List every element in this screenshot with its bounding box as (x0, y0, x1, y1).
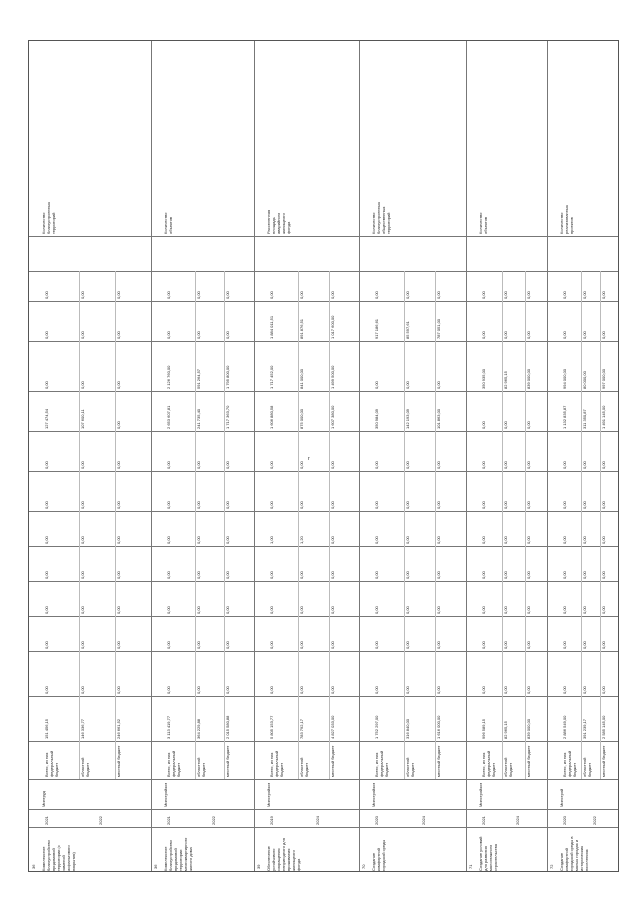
indicator-cell: Расселенная площадь аварийного жилищного фонда (266, 209, 291, 234)
values-k-cell: 0,00 (225, 291, 231, 299)
values-i-cell: 1 499 500,00 (329, 365, 335, 389)
values-d-cell: 0,00 (562, 571, 567, 579)
values-b-cell: 0,00 (269, 641, 274, 649)
totals-cell: 364 229,88 (195, 718, 201, 739)
values-a-cell: 0,00 (44, 686, 49, 694)
values-h-cell: 241 735,40 (195, 408, 201, 429)
values-h-cell: 127 474,54 (44, 408, 49, 429)
values-h-cell: 1 132 835,87 (562, 405, 567, 429)
values-g-cell: 0,00 (581, 461, 587, 469)
values-a-cell: 0,00 (329, 686, 335, 694)
values-j-cell: 0,00 (562, 331, 567, 339)
values-f-cell: 0,00 (329, 501, 335, 509)
values-f-cell: 0,00 (116, 501, 121, 509)
values-g-cell: 0,00 (481, 461, 486, 469)
values-h-cell: 1 717 363,70 (225, 405, 231, 429)
values-g-cell: 0,00 (166, 461, 171, 469)
sources-cell: Всего, из них федеральный бюджет (269, 750, 284, 777)
values-e-cell: 0,00 (601, 536, 607, 544)
values-f-cell: 0,00 (503, 501, 509, 509)
values-b-cell: 0,00 (195, 641, 201, 649)
values-f-cell: 0,00 (581, 501, 587, 509)
values-i-cell: 0,00 (116, 381, 121, 389)
values-d-cell: 0,00 (374, 571, 379, 579)
values-c-cell: 0,00 (116, 606, 121, 614)
values-k-cell: 0,00 (562, 291, 567, 299)
values-c-cell: 0,00 (195, 606, 201, 614)
values-h-cell: 1 607 380,00 (329, 405, 335, 429)
record-divider (466, 41, 467, 871)
values-i-cell: 0,00 (405, 381, 410, 389)
years-cell: 2021 (481, 816, 486, 825)
totals-cell: 1 616 000,00 (436, 715, 441, 739)
field-divider (29, 779, 618, 780)
values-a-cell: 0,00 (525, 686, 531, 694)
values-f-cell: 0,00 (405, 501, 410, 509)
values-d-cell: 0,00 (503, 571, 509, 579)
totals-cell: 2 886 549,00 (562, 715, 567, 739)
totals-cell: 146 336,77 (80, 718, 85, 739)
values-c-cell: 0,00 (481, 606, 486, 614)
budget-table (28, 40, 619, 872)
values-k-cell: 0,00 (44, 291, 49, 299)
values-b-cell: 0,00 (503, 641, 509, 649)
values-k-cell: 0,00 (481, 291, 486, 299)
values-a-cell: 0,00 (374, 686, 379, 694)
field-divider (29, 616, 618, 617)
values-f-cell: 0,00 (80, 501, 85, 509)
years-cell: 2022 (210, 816, 216, 825)
totals-cell: 839 000,00 (525, 718, 531, 739)
values-e-cell: 0,00 (436, 536, 441, 544)
values-e-cell: 0,00 (374, 536, 379, 544)
values-k-cell: 0,00 (195, 291, 201, 299)
values-i-cell: 591 264,57 (195, 368, 201, 389)
values-j-cell: 0,00 (44, 331, 49, 339)
values-b-cell: 0,00 (601, 641, 607, 649)
values-a-cell: 0,00 (581, 686, 587, 694)
values-k-cell: 0,00 (503, 291, 509, 299)
values-a-cell: 0,00 (436, 686, 441, 694)
values-f-cell: 0,00 (525, 501, 531, 509)
values-g-cell: 0,00 (116, 461, 121, 469)
field-divider (29, 271, 618, 272)
field-divider (29, 546, 618, 547)
values-f-cell: 0,00 (225, 501, 231, 509)
values-d-cell: 0,00 (581, 571, 587, 579)
sources-cell: областной бюджет (195, 757, 206, 777)
values-d-cell: 0,00 (116, 571, 121, 579)
field-divider (29, 301, 618, 302)
values-b-cell: 0,00 (405, 641, 410, 649)
values-f-cell: 0,00 (299, 501, 305, 509)
values-f-cell: 0,00 (166, 501, 171, 509)
indicator-cell: Количество благоустроенных территорий (41, 202, 56, 234)
values-d-cell: 0,00 (44, 571, 49, 579)
values-a-cell: 0,00 (195, 686, 201, 694)
record-divider (254, 41, 255, 871)
values-e-cell: 0,00 (329, 536, 335, 544)
values-f-cell: 0,00 (374, 501, 379, 509)
values-c-cell: 0,00 (374, 606, 379, 614)
values-d-cell: 0,00 (481, 571, 486, 579)
values-h-cell: 0,00 (503, 421, 509, 429)
values-k-cell: 0,00 (116, 291, 121, 299)
values-j-cell: 85 597,61 (405, 321, 410, 339)
values-g-cell: 0,00 (503, 461, 509, 469)
values-h-cell: 2 653 607,81 (166, 405, 171, 429)
values-j-cell: 1 884 011,51 (269, 315, 274, 339)
values-e-cell: 0,00 (166, 536, 171, 544)
record-divider (151, 41, 152, 871)
values-e-cell: 0,00 (562, 536, 567, 544)
values-b-cell: 0,00 (562, 641, 567, 649)
values-k-cell: 0,00 (329, 291, 335, 299)
totals-cell: 1 752 297,00 (374, 715, 379, 739)
values-a-cell: 0,00 (481, 686, 486, 694)
values-h-cell: 875 000,00 (299, 408, 305, 429)
sources-cell: областной бюджет (405, 757, 415, 777)
field-divider (29, 581, 618, 582)
years-cell: 2024 (420, 816, 426, 825)
values-d-cell: 0,00 (269, 571, 274, 579)
indicator-cell: Количество объектов (163, 212, 173, 234)
totals-cell: 4 827 033,00 (329, 715, 335, 739)
record-number: 70 (361, 864, 366, 869)
values-a-cell: 0,00 (166, 686, 171, 694)
values-k-cell: 0,00 (405, 291, 410, 299)
sources-cell: областной бюджет (80, 757, 90, 777)
values-h-cell: 1 491 145,00 (601, 405, 607, 429)
sources-cell: областной бюджет (299, 757, 310, 777)
record-number: 39 (256, 864, 261, 869)
values-d-cell: 0,00 (299, 571, 305, 579)
values-k-cell: 0,00 (80, 291, 85, 299)
values-i-cell: 1 795 800,00 (225, 365, 231, 389)
sources-cell: местный бюджет (601, 745, 607, 777)
totals-cell: 151 456,15 (44, 718, 49, 739)
values-e-cell: 0,00 (195, 536, 201, 544)
values-j-cell: 0,00 (581, 331, 587, 339)
values-d-cell: 0,00 (166, 571, 171, 579)
values-j-cell: 891 876,51 (299, 318, 305, 339)
values-g-cell: 0,00 (525, 461, 531, 469)
totals-cell: 2 585 145,00 (601, 715, 607, 739)
values-g-cell: 0,00 (269, 461, 274, 469)
sources-cell: Всего, из них федеральный бюджет (481, 750, 496, 777)
values-a-cell: 0,00 (269, 686, 274, 694)
values-f-cell: 0,00 (601, 501, 607, 509)
record-divider (359, 41, 360, 871)
sources-cell: Всего, из них федеральный бюджет (44, 750, 59, 777)
values-b-cell: 0,00 (329, 641, 335, 649)
field-divider (29, 431, 618, 432)
values-b-cell: 0,00 (166, 641, 171, 649)
values-d-cell: 0,00 (525, 571, 531, 579)
record-number: 71 (468, 864, 473, 869)
totals-cell: 2 015 580,88 (225, 715, 231, 739)
indicator-cell: Количество благоустроенных общественных территорий (371, 202, 391, 234)
sources-cell: местный бюджет (525, 745, 531, 777)
description-cell: Создание условий для развития малоэтажного строительства (478, 836, 498, 871)
values-k-cell: 0,00 (601, 291, 607, 299)
values-e-cell: 0,00 (503, 536, 509, 544)
sources-cell: Всего, из них федеральный бюджет (166, 750, 181, 777)
values-e-cell: 0,00 (116, 536, 121, 544)
values-g-cell: 0,00 (374, 461, 379, 469)
values-d-cell: 0,00 (225, 571, 231, 579)
values-g-cell: 0,00 (329, 461, 335, 469)
values-i-cell: 841 000,00 (299, 368, 305, 389)
totals-cell: 316 840,00 (405, 718, 410, 739)
years-cell: 2021 (44, 816, 49, 825)
sources-cell: местный бюджет (436, 745, 441, 777)
totals-cell: 996 589,15 (481, 718, 486, 739)
values-b-cell: 0,00 (299, 641, 305, 649)
values-b-cell: 0,00 (116, 641, 121, 649)
values-d-cell: 0,00 (80, 571, 85, 579)
totals-cell: 246 661,52 (116, 718, 121, 739)
values-a-cell: 0,00 (116, 686, 121, 694)
values-a-cell: 0,00 (225, 686, 231, 694)
values-h-cell: 0,00 (481, 421, 486, 429)
sources-cell: местный бюджет (116, 745, 121, 777)
values-i-cell: 1 717 452,00 (269, 365, 274, 389)
description-cell: Обеспечение устойчивого сокращения непригодного для проживания жилищного фонда (266, 838, 301, 871)
values-f-cell: 0,00 (195, 501, 201, 509)
values-b-cell: 0,00 (225, 641, 231, 649)
values-j-cell: 0,00 (116, 331, 121, 339)
description-cell: Комплексное благоустройство придомовой территории многоквартирного жилого дома (163, 837, 193, 871)
description-cell: Комплексное благоустройство придомовой территории (с заменой асфальтового покрытия) (41, 840, 76, 871)
values-i-cell: 0,00 (436, 381, 441, 389)
values-j-cell: 0,00 (601, 331, 607, 339)
values-j-cell: 1 017 600,00 (329, 315, 335, 339)
values-a-cell: 0,00 (299, 686, 305, 694)
field-divider (29, 341, 618, 342)
values-b-cell: 0,00 (80, 641, 85, 649)
values-c-cell: 0,00 (329, 606, 335, 614)
responsible-cell: Минстройхоз (163, 782, 168, 807)
values-e-cell: 0,00 (80, 536, 85, 544)
values-b-cell: 0,00 (581, 641, 587, 649)
values-k-cell: 0,00 (299, 291, 305, 299)
values-c-cell: 0,00 (503, 606, 509, 614)
years-cell: 2021 (166, 816, 171, 825)
values-j-cell: 0,00 (481, 331, 486, 339)
field-divider (29, 651, 618, 652)
years-cell: 2020 (374, 816, 379, 825)
values-i-cell: 994 000,00 (562, 368, 567, 389)
values-d-cell: 0,00 (195, 571, 201, 579)
values-j-cell: 787 051,00 (436, 318, 441, 339)
values-e-cell: 0,00 (44, 536, 49, 544)
values-g-cell: 0,00 (562, 461, 567, 469)
page-mark: г (308, 456, 310, 462)
values-h-cell: 142 193,09 (405, 408, 410, 429)
values-g-cell: 0,00 (601, 461, 607, 469)
values-d-cell: 0,00 (601, 571, 607, 579)
totals-cell: 783 792,17 (299, 718, 305, 739)
indicator-cell: Количество реализованных проектов (559, 205, 574, 234)
values-i-cell: 350 935,00 (481, 368, 486, 389)
values-i-cell: 0,00 (44, 381, 49, 389)
field-divider (29, 391, 618, 392)
values-k-cell: 0,00 (436, 291, 441, 299)
values-e-cell: 0,00 (525, 536, 531, 544)
indicator-cell: Количество объектов (478, 212, 488, 234)
years-cell: 2020 (562, 816, 567, 825)
values-c-cell: 0,00 (581, 606, 587, 614)
sources-cell: местный бюджет (225, 745, 231, 777)
values-d-cell: 0,00 (405, 571, 410, 579)
field-divider (29, 236, 618, 237)
sources-cell: местный бюджет (329, 745, 335, 777)
values-g-cell: 0,00 (436, 461, 441, 469)
values-d-cell: 0,00 (329, 571, 335, 579)
years-cell: 2024 (514, 816, 520, 825)
field-divider (29, 471, 618, 472)
totals-cell: 3 113 419,77 (166, 715, 171, 739)
values-e-cell: 1,00 (269, 536, 274, 544)
values-j-cell: 0,00 (166, 331, 171, 339)
values-i-cell: 82 965,15 (503, 371, 509, 389)
values-a-cell: 0,00 (405, 686, 410, 694)
years-cell: 2024 (314, 816, 320, 825)
values-i-cell: 0,00 (80, 381, 85, 389)
values-c-cell: 0,00 (225, 606, 231, 614)
values-i-cell: 997 000,00 (601, 368, 607, 389)
values-g-cell: 0,00 (405, 461, 410, 469)
values-g-cell: 0,00 (80, 461, 85, 469)
values-h-cell: 107 600,11 (80, 409, 85, 429)
values-a-cell: 0,00 (80, 686, 85, 694)
values-e-cell: 0,00 (405, 536, 410, 544)
sources-cell: Всего, из них федеральный бюджет (374, 750, 389, 777)
values-e-cell: 0,00 (481, 536, 486, 544)
values-k-cell: 0,00 (374, 291, 379, 299)
values-j-cell: 0,00 (225, 331, 231, 339)
description-cell: Создание комфортной городской среды (371, 839, 386, 871)
values-g-cell: 0,00 (195, 461, 201, 469)
values-c-cell: 0,00 (299, 606, 305, 614)
totals-cell: 5 805 153,77 (269, 715, 274, 739)
values-c-cell: 0,00 (525, 606, 531, 614)
responsible-cell: Минстройхоз (371, 782, 376, 807)
values-f-cell: 0,00 (481, 501, 486, 509)
values-g-cell: 0,00 (44, 461, 49, 469)
values-i-cell: 80 000,00 (581, 371, 587, 389)
sources-cell: областной бюджет (503, 757, 514, 777)
values-f-cell: 0,00 (269, 501, 274, 509)
values-j-cell: 0,00 (503, 331, 509, 339)
values-e-cell: 0,00 (225, 536, 231, 544)
values-c-cell: 0,00 (562, 606, 567, 614)
years-cell: 2019 (269, 816, 274, 825)
values-h-cell: 101 863,00 (436, 408, 441, 429)
values-f-cell: 0,00 (44, 501, 49, 509)
values-d-cell: 0,00 (436, 571, 441, 579)
sources-cell: областной бюджет (581, 757, 592, 777)
values-a-cell: 0,00 (601, 686, 607, 694)
values-k-cell: 0,00 (269, 291, 274, 299)
responsible-cell: Минстрой (559, 788, 564, 807)
values-i-cell: 2 126 760,00 (166, 365, 171, 389)
values-h-cell: 350 984,09 (374, 408, 379, 429)
values-c-cell: 0,00 (269, 606, 274, 614)
responsible-cell: Минстройхоз (266, 782, 271, 807)
values-k-cell: 0,00 (581, 291, 587, 299)
values-j-cell: 917 186,61 (374, 318, 379, 339)
values-g-cell: 0,00 (225, 461, 231, 469)
field-divider (29, 696, 618, 697)
values-f-cell: 0,00 (436, 501, 441, 509)
values-e-cell: 1,20 (299, 536, 305, 544)
values-j-cell: 0,00 (80, 331, 85, 339)
record-divider (547, 41, 548, 871)
values-c-cell: 0,00 (80, 606, 85, 614)
totals-cell: 82 965,15 (503, 721, 509, 739)
years-cell: 2022 (591, 816, 597, 825)
values-a-cell: 0,00 (562, 686, 567, 694)
record-number: 36 (153, 864, 158, 869)
field-divider (29, 809, 618, 810)
values-h-cell: 0,00 (116, 421, 121, 429)
values-i-cell: 0,00 (374, 381, 379, 389)
values-b-cell: 0,00 (525, 641, 531, 649)
years-cell: 2022 (98, 816, 103, 825)
values-k-cell: 0,00 (525, 291, 531, 299)
values-c-cell: 0,00 (405, 606, 410, 614)
values-h-cell: 1 606 880,58 (269, 405, 274, 429)
sources-cell: Всего, из них федеральный бюджет (562, 750, 577, 777)
values-j-cell: 0,00 (525, 331, 531, 339)
values-b-cell: 0,00 (436, 641, 441, 649)
values-c-cell: 0,00 (436, 606, 441, 614)
values-c-cell: 0,00 (601, 606, 607, 614)
values-h-cell: 311 350,87 (581, 409, 587, 429)
responsible-cell: Минстройхоз (478, 782, 483, 807)
values-b-cell: 0,00 (481, 641, 486, 649)
values-f-cell: 0,00 (562, 501, 567, 509)
values-c-cell: 0,00 (166, 606, 171, 614)
values-a-cell: 0,00 (503, 686, 509, 694)
values-e-cell: 0,00 (581, 536, 587, 544)
record-number: 72 (549, 864, 554, 869)
description-cell: Создание комфортной городской среды в малых городах и исторических поселениях (559, 836, 589, 871)
values-h-cell: 0,00 (525, 421, 531, 429)
values-j-cell: 0,00 (195, 331, 201, 339)
values-b-cell: 0,00 (374, 641, 379, 649)
totals-cell: 391 239,17 (581, 718, 587, 739)
values-c-cell: 0,00 (44, 606, 49, 614)
field-divider (29, 511, 618, 512)
values-g-cell: 0,00 (299, 461, 305, 469)
field-divider (29, 741, 618, 742)
values-b-cell: 0,00 (44, 641, 49, 649)
responsible-cell: Минтруд (41, 791, 46, 807)
values-i-cell: 839 000,00 (525, 368, 531, 389)
values-k-cell: 0,00 (166, 291, 171, 299)
record-number: 36 (31, 864, 36, 869)
field-divider (29, 827, 618, 828)
